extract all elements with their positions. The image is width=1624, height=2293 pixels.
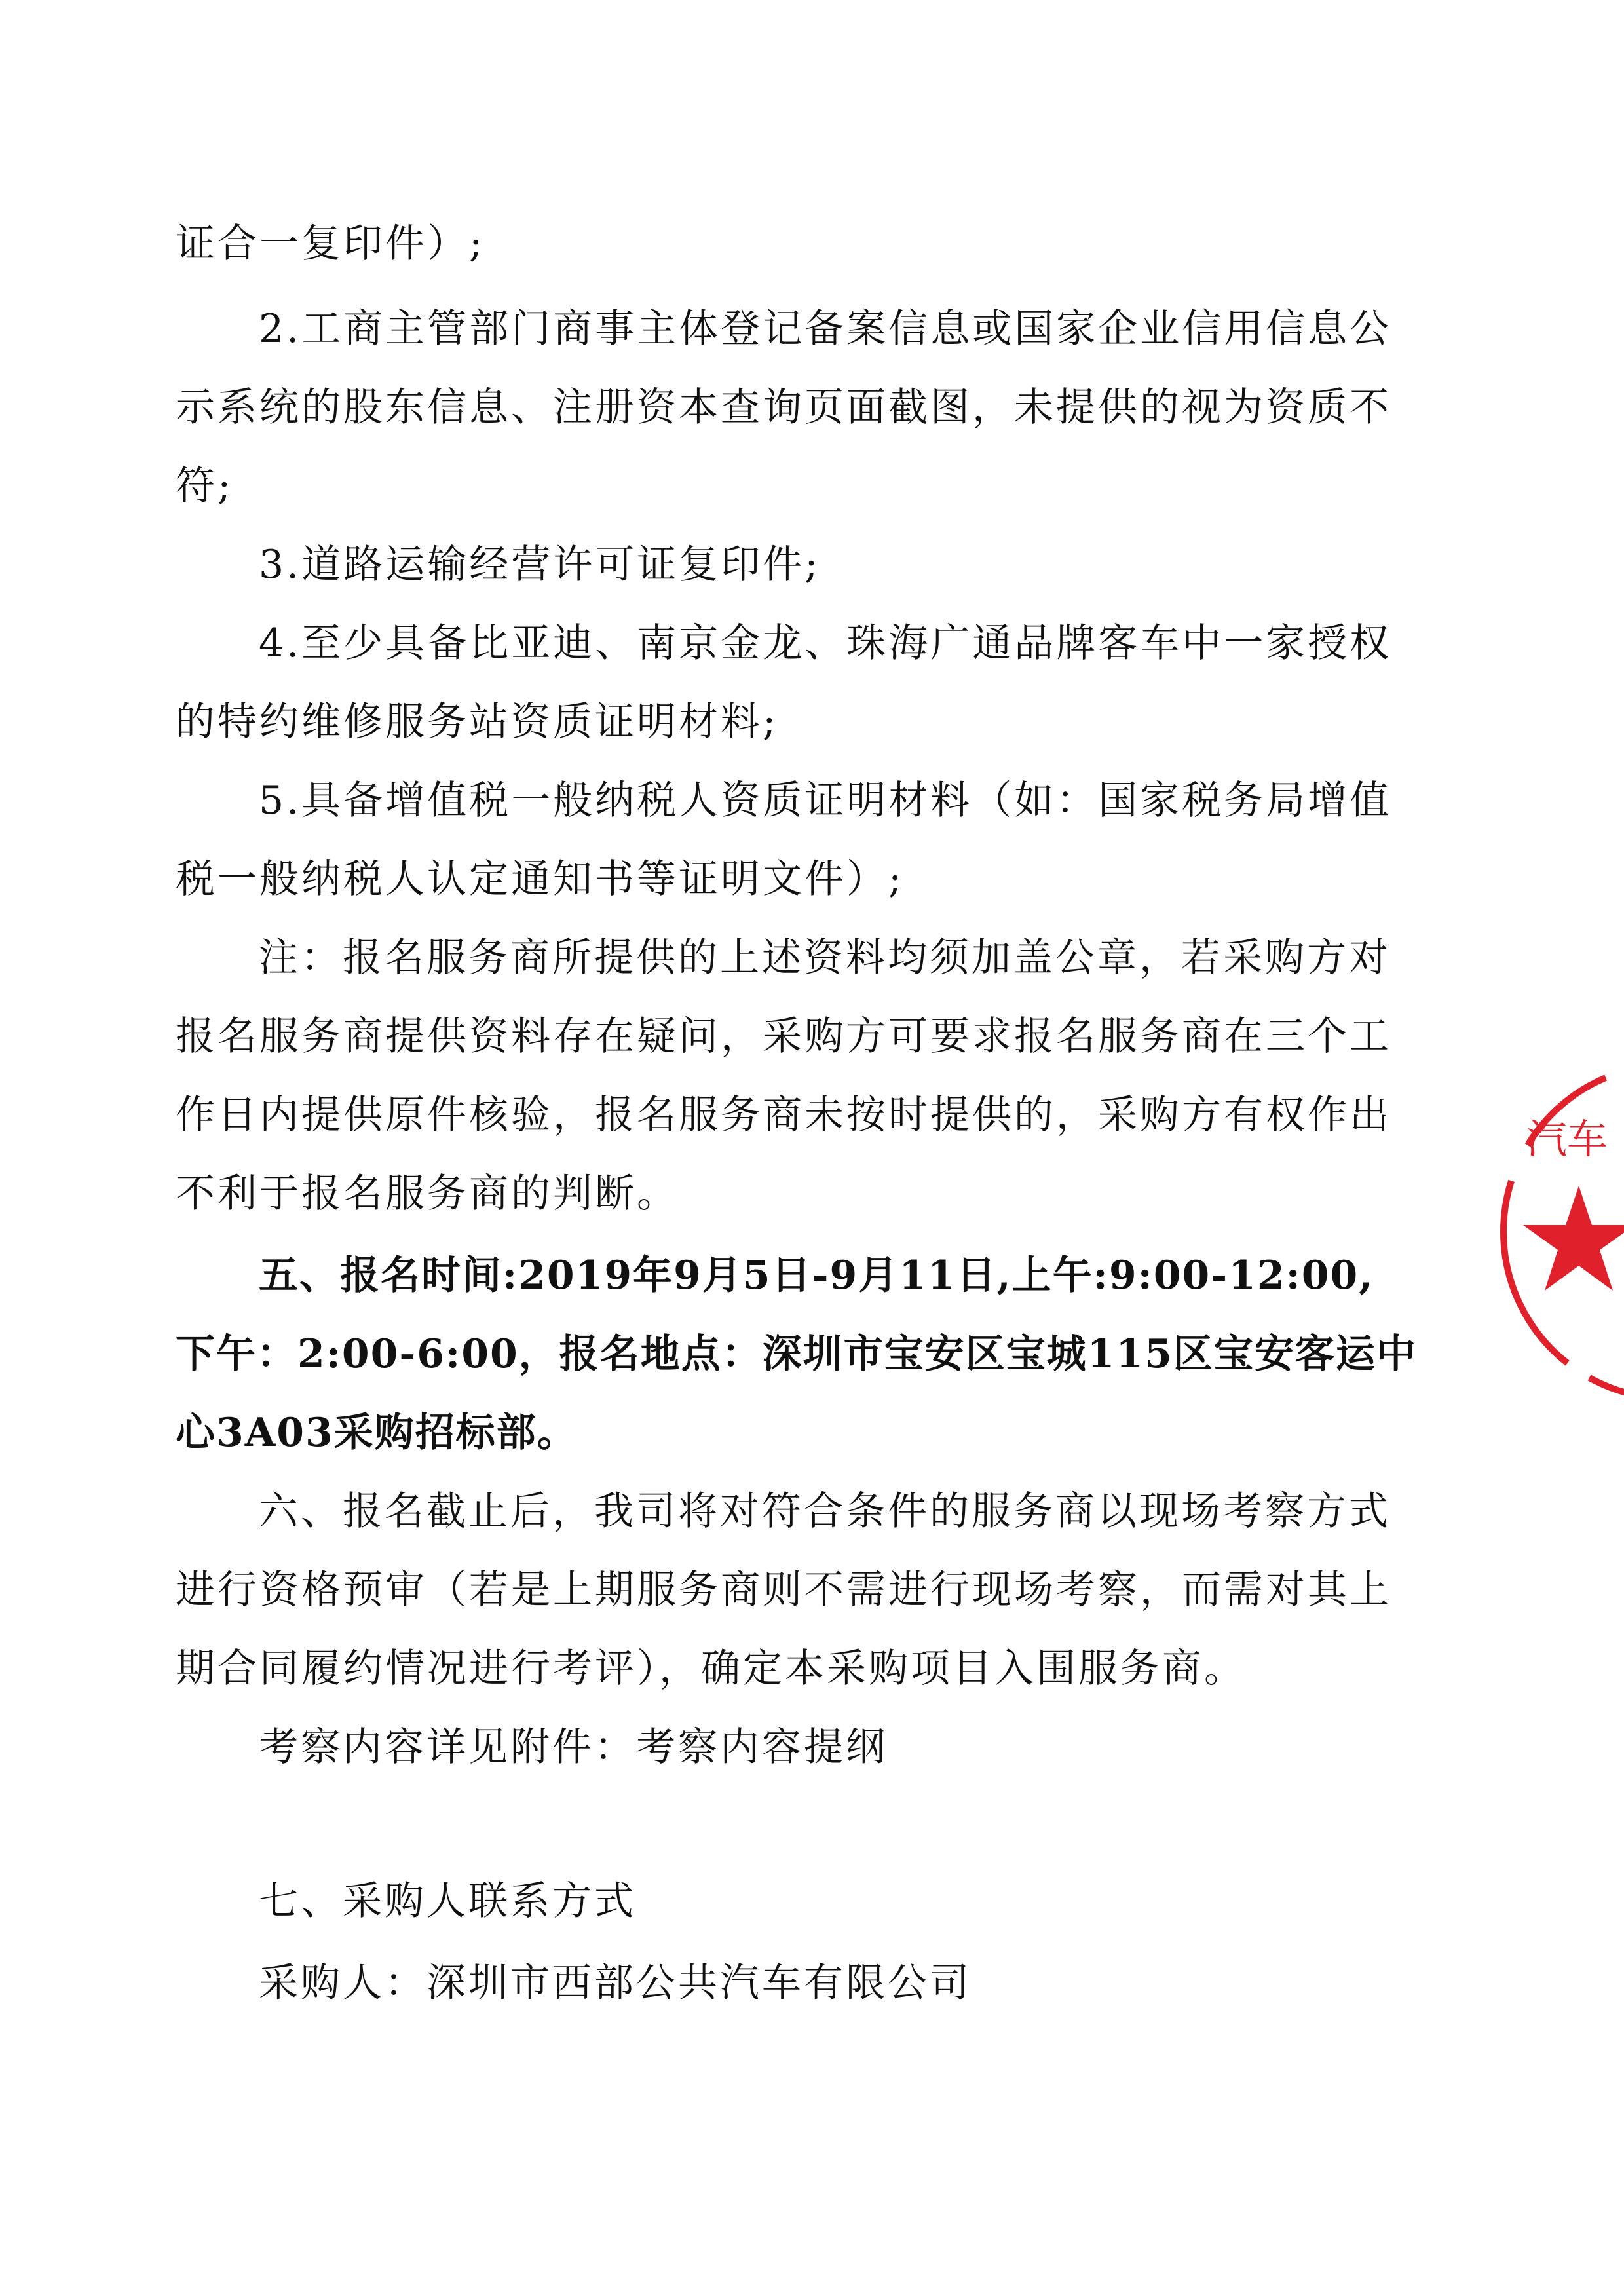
text-line-12: 作日内提供原件核验，报名服务商未按时提供的，采购方有权作出: [176, 1092, 1391, 1138]
company-seal-stamp: [1500, 1055, 1624, 1422]
text-line-19: 期合同履约情况进行考评），确定本采购项目入围服务商。: [176, 1646, 1246, 1692]
text-line-14: 五、报名时间:2019年9月5日-9月11日,上午:9:00-12:00,: [259, 1253, 1374, 1298]
text-line-20: 考察内容详见附件：考察内容提纲: [259, 1724, 888, 1770]
text-line-5: 3.道路运输经营许可证复印件;: [259, 542, 821, 588]
text-line-13: 不利于报名服务商的判断。: [176, 1171, 679, 1217]
text-line-7: 的特约维修服务站资质证明材料;: [176, 699, 779, 745]
text-line-8: 5.具备增值税一般纳税人资质证明材料（如：国家税务局增值: [259, 778, 1392, 824]
seal-star-icon: [1523, 1186, 1624, 1291]
text-line-1: 证合一复印件）;: [176, 221, 485, 267]
text-line-2: 2.工商主管部门商事主体登记备案信息或国家企业信用信息公: [259, 306, 1392, 352]
text-line-6: 4.至少具备比亚迪、南京金龙、珠海广通品牌客车中一家授权: [259, 620, 1392, 666]
text-line-21: 七、采购人联系方式: [259, 1878, 636, 1924]
text-line-3: 示系统的股东信息、注册资本查询页面截图，未提供的视为资质不: [176, 385, 1391, 430]
text-line-11: 报名服务商提供资料存在疑问，采购方可要求报名服务商在三个工: [176, 1014, 1391, 1059]
text-line-15: 下午：2:00-6:00，报名地点：深圳市宝安区宝城115区宝安客运中: [176, 1331, 1417, 1377]
text-line-4: 符;: [176, 463, 234, 509]
text-line-10: 注：报名服务商所提供的上述资料均须加盖公章，若采购方对: [259, 935, 1391, 981]
text-line-9: 税一般纳税人认定通知书等证明文件）;: [176, 856, 905, 902]
text-line-16: 心3A03采购招标部。: [176, 1410, 578, 1456]
seal-text: 汽车: [1526, 1115, 1608, 1163]
text-line-18: 进行资格预审（若是上期服务商则不需进行现场考察，而需对其上: [176, 1567, 1391, 1613]
text-line-17: 六、报名截止后，我司将对符合条件的服务商以现场考察方式: [259, 1488, 1391, 1534]
text-line-22: 采购人：深圳市西部公共汽车有限公司: [259, 1960, 972, 2006]
